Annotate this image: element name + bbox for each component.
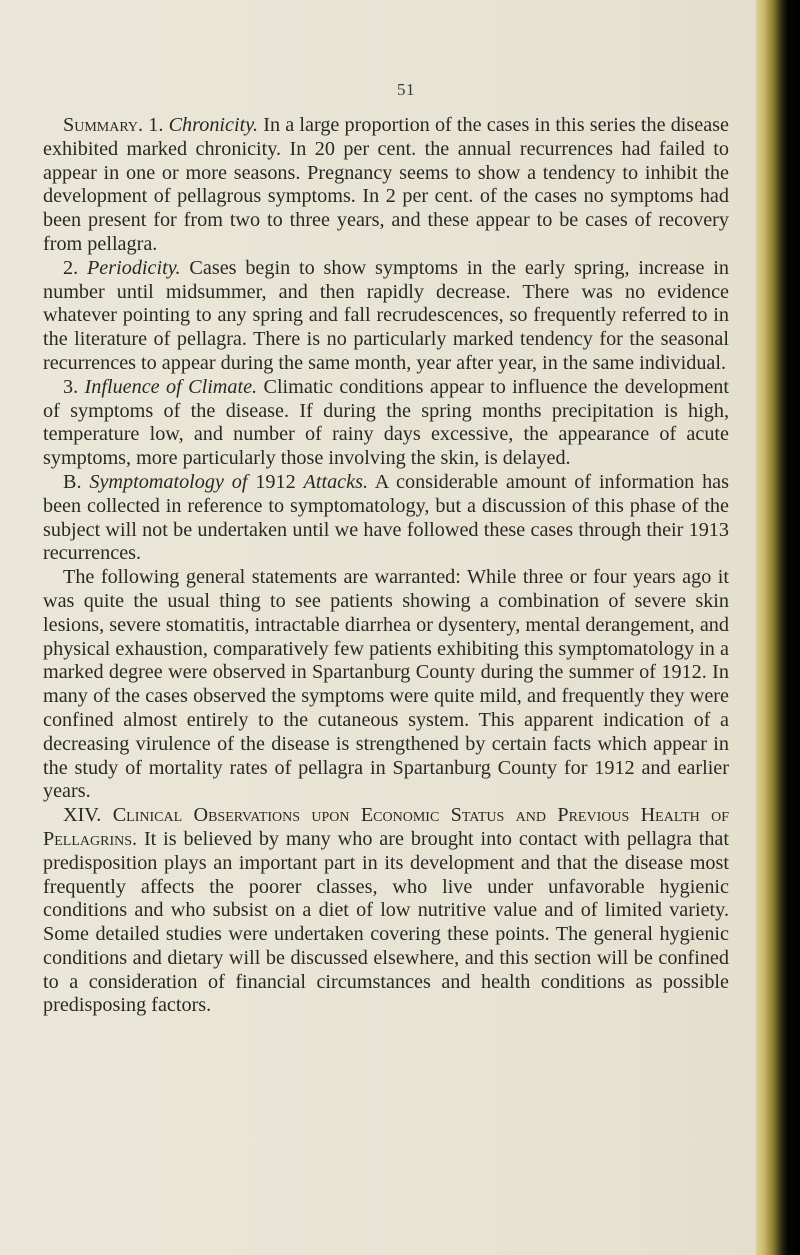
item1-number: 1. [148, 114, 164, 136]
section-xiv-title: Clinical Observations upon Economic Status and Previous Health of Pellagrins. [43, 804, 729, 850]
section-b-text2: The following general statements are warranted: While three or four years ago it was quite the usual thing to see patients showing a combination of severe skin lesions, severe stomatitis, intractable diarrhea or dysentery, mental derangement, and physical exhaustion, comparatively few patients exhibiting this symptomatology in a marked degree were observed in Spartanburg County during the summer of 1912. In many of the cases observed the symptoms were quite mild, and frequently they were confined almost entirely to the cutaneous system. This apparent indication of a decreasing virulence of the disease is strengthened by certain facts which appear in the study of mortality rates of pellagra in Spartanburg County for 1912 and earlier years. [43, 566, 729, 803]
section-b-title-part2: Attacks. [303, 470, 368, 493]
item2-text: Cases begin to show symptoms in the early spring, increase in number until midsummer, and then rapidly decrease. There was no evidence whatever pointing to any spring and fall recrudescences, so frequently referred to in the literature of pellagra. There is no particularly marked tendency for the seasonal recurrences to appear during the same month, year after year, in the same individual. [43, 256, 729, 374]
item2-title: Periodicity. [86, 256, 181, 279]
item1-text: In a large proportion of the cases in this series the disease exhibited marked chronicity. In 20 per cent. the annual recurrences had failed to appear in one or more seasons. Pregnancy seems to show a tendency to inhibit the development of pellagrous symptoms. In 2 per cent. of the cases no symptoms had been present for from two to three years, and these appear to be cases of recovery from pellagra. [43, 114, 729, 255]
paragraph-general-statements [43, 566, 729, 804]
paragraph-symptomatology [43, 471, 729, 566]
summary-lead: Summary. [63, 114, 144, 136]
page-number: 51 [397, 80, 415, 99]
paragraph-summary-chronicity [43, 114, 729, 257]
section-xiv-number: XIV. [63, 804, 102, 827]
paragraph-climate [43, 376, 729, 471]
item1-title: Chronicity. [168, 114, 259, 136]
paragraph-periodicity [43, 257, 729, 376]
item3-title: Influence of Climate. [84, 375, 258, 398]
section-b-number: B. [63, 470, 82, 493]
item3-number: 3. [63, 375, 79, 398]
item3-text: Climatic conditions appear to influence the development of symptoms of the disease. If during the spring months precipitation is high, temperature low, and number of rainy days excessive, the appearance of acute symptoms, more particularly those involving the skin, is delayed. [43, 375, 729, 470]
section-xiv-text: It is believed by many who are brought into contact with pellagra that predisposition plays an important part in its development and that the disease most frequently affects the poorer classes, who live under unfavorable hygienic conditions and who subsist on a diet of low nutritive value and of limited variety. Some detailed studies were undertaken covering these points. The general hygienic conditions and dietary will be discussed elsewhere, and this section will be confined to a consideration of financial circumstances and health conditions as possible predisposing factors. [43, 827, 729, 1017]
item2-number: 2. [63, 256, 79, 279]
body-text [43, 114, 729, 1018]
section-b-title-part1: Symptomatology of [89, 470, 248, 493]
section-b-title-year: 1912 [255, 470, 296, 493]
book-spine [756, 0, 800, 1255]
paragraph-section-xiv [43, 804, 729, 1018]
section-b-text1: A considerable amount of information has been collected in reference to symptomatology, but a discussion of this phase of the subject will not be undertaken until we have followed these cases through their 1913 recurrences. [43, 470, 730, 565]
